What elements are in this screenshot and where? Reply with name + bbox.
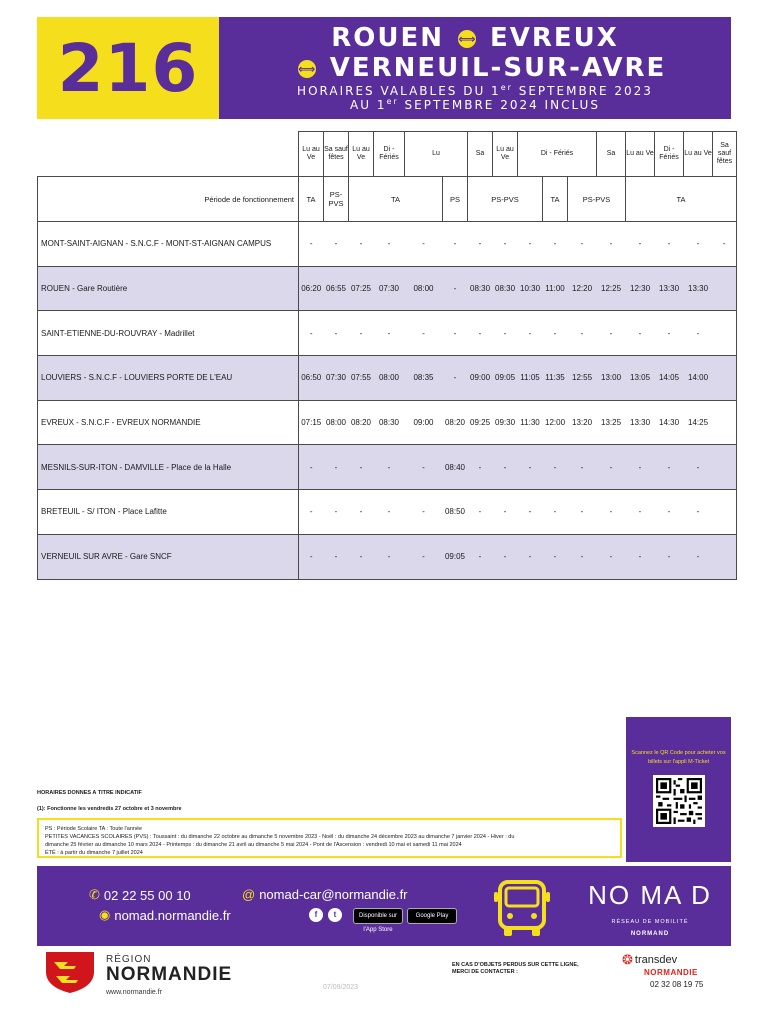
stop-row [38, 490, 737, 535]
legend-line: PETITES VACANCES SCOLAIRES (PVS) : Toussaint : du dimanche 22 octobre au dimanche 5 novembre 2023 - Noël : du dimanche 24 décembre 2023 au dimanche 7 janvier 2024 - Hiver : du [45, 834, 515, 840]
departure-time: - [684, 445, 713, 490]
day-header: Lu au Ve [299, 132, 324, 177]
stop-name: EVREUX - S.N.C.F - EVREUX NORMANDIE [38, 400, 299, 445]
validity-line-2: AU 1er SEPTEMBRE 2024 INCLUS [350, 97, 600, 112]
edition-date: 07/09/2023 [323, 984, 359, 991]
day-header: Lu au Ve [684, 132, 713, 177]
departure-time: 08:00 [405, 266, 443, 311]
via: EVREUX [489, 23, 619, 53]
departure-time: - [493, 490, 518, 535]
departure-time: - [568, 222, 597, 267]
departure-time: - [543, 311, 568, 356]
departure-time: - [493, 445, 518, 490]
stop-name: VERNEUIL SUR AVRE - Gare SNCF [38, 534, 299, 579]
region-name: NORMANDIE [106, 964, 233, 985]
stop-row [38, 222, 737, 267]
departure-time: - [493, 534, 518, 579]
departure-time: 08:30 [374, 400, 405, 445]
qr-code[interactable] [653, 775, 705, 827]
departure-time: 09:30 [493, 400, 518, 445]
departure-time: 14:25 [684, 400, 713, 445]
departure-time: - [543, 445, 568, 490]
contact-footer [37, 866, 731, 946]
departure-time: - [299, 534, 324, 579]
departure-time: 09:25 [468, 400, 493, 445]
timetable [37, 131, 737, 580]
departure-time [713, 445, 737, 490]
departure-time: - [324, 445, 349, 490]
period-row [38, 177, 737, 222]
notes [37, 790, 182, 812]
departure-time: - [324, 534, 349, 579]
departure-time: - [405, 490, 443, 535]
stop-row [38, 311, 737, 356]
departure-time: 11:05 [518, 356, 543, 401]
departure-time: 14:00 [684, 356, 713, 401]
departure-time: - [543, 222, 568, 267]
departure-time: - [568, 490, 597, 535]
departure-time: - [374, 445, 405, 490]
departure-time: - [349, 311, 374, 356]
departure-time: - [299, 490, 324, 535]
period-cell: PS-PVS [568, 177, 626, 222]
departure-time [713, 490, 737, 535]
departure-time: - [518, 222, 543, 267]
departure-time: 07:30 [324, 356, 349, 401]
days-header-row [38, 132, 737, 177]
twitter-icon[interactable]: t [328, 908, 342, 922]
departure-time: 06:55 [324, 266, 349, 311]
stop-row [38, 534, 737, 579]
departure-time: - [655, 222, 684, 267]
app-store-badge[interactable]: Disponible sur l'App Store [353, 908, 403, 924]
transdev-logo-icon: ❂ [622, 952, 633, 967]
region-normandie-logo [44, 950, 232, 996]
departure-time: - [468, 445, 493, 490]
departure-time: - [684, 222, 713, 267]
departure-time: - [405, 534, 443, 579]
departure-time: 08:30 [493, 266, 518, 311]
departure-time: - [299, 222, 324, 267]
departure-time: - [626, 311, 655, 356]
departure-time: 06:20 [299, 266, 324, 311]
period-cell: PS-PVS [324, 177, 349, 222]
departure-time: - [468, 311, 493, 356]
operator-phone[interactable]: 02 32 08 19 75 [650, 980, 704, 989]
stop-row [38, 445, 737, 490]
departure-time [713, 311, 737, 356]
departure-time: - [626, 534, 655, 579]
departure-time: 09:00 [468, 356, 493, 401]
departure-time: - [597, 534, 626, 579]
stop-name: ROUEN - Gare Routière [38, 266, 299, 311]
departure-time: - [299, 311, 324, 356]
departure-time: 11:35 [543, 356, 568, 401]
departure-time: - [405, 445, 443, 490]
departure-time: 06:50 [299, 356, 324, 401]
normandy-shield-icon [44, 950, 96, 994]
day-header: Di - Fériés [374, 132, 405, 177]
departure-time: 13:00 [597, 356, 626, 401]
departure-time: 09:00 [405, 400, 443, 445]
departure-time: 08:20 [443, 400, 468, 445]
departure-time: - [568, 311, 597, 356]
departure-time: - [597, 311, 626, 356]
departure-time: 08:40 [443, 445, 468, 490]
route-line-1 [219, 23, 731, 53]
departure-time: 08:30 [468, 266, 493, 311]
nomad-tagline: RÉSEAU DE MOBILITÉ [611, 919, 689, 925]
departure-time: 13:20 [568, 400, 597, 445]
qr-text: Scannez le QR Code pour acheter vos billets sur l'appli M-Ticket [631, 750, 726, 765]
departure-time: - [626, 490, 655, 535]
nomad-logo [585, 880, 715, 937]
departure-time: 10:30 [518, 266, 543, 311]
departure-time: 08:00 [324, 400, 349, 445]
departure-time: - [655, 490, 684, 535]
departure-time: 12:55 [568, 356, 597, 401]
nomad-wordmark: NO MA D [588, 880, 712, 910]
departure-time: - [493, 311, 518, 356]
departure-time: 14:05 [655, 356, 684, 401]
day-header: Lu [405, 132, 468, 177]
departure-time: - [684, 490, 713, 535]
departure-time: - [374, 490, 405, 535]
departure-time: - [543, 534, 568, 579]
departure-time: - [597, 222, 626, 267]
qr-block [626, 717, 731, 862]
departure-time: - [468, 534, 493, 579]
departure-time: - [349, 534, 374, 579]
departure-time: - [349, 445, 374, 490]
departure-time: 12:25 [597, 266, 626, 311]
departure-time: - [568, 534, 597, 579]
indicative-note: HORAIRES DONNES A TITRE INDICATIF [37, 790, 142, 796]
route-separator-icon: ⟺ [298, 62, 316, 76]
departure-time: 08:00 [374, 356, 405, 401]
departure-time: 09:05 [443, 534, 468, 579]
departure-time: 09:05 [493, 356, 518, 401]
social-links [309, 908, 342, 922]
globe-icon: ◉ [99, 907, 111, 922]
departure-time: 13:25 [597, 400, 626, 445]
day-header: Sa [597, 132, 626, 177]
stop-name: BRETEUIL - S/ ITON - Place Lafitte [38, 490, 299, 535]
line-number: 216 [37, 17, 219, 119]
day-header: Di - Fériés [655, 132, 684, 177]
departure-time: 08:35 [405, 356, 443, 401]
store-badges [353, 908, 457, 933]
qr-code-icon [656, 778, 702, 824]
stop-row [38, 356, 737, 401]
departure-time: - [518, 534, 543, 579]
departure-time: - [713, 222, 737, 267]
blank-header-cell [38, 132, 299, 177]
departure-time: 12:20 [568, 266, 597, 311]
departure-time: 14:30 [655, 400, 684, 445]
departure-time: - [349, 222, 374, 267]
stop-name: SAINT-ETIENNE-DU-ROUVRAY - Madrillet [38, 311, 299, 356]
departure-time: - [684, 534, 713, 579]
operator-block [622, 952, 703, 989]
email-link[interactable]: @ nomad-car@normandie.fr [242, 887, 408, 902]
departure-time: - [468, 222, 493, 267]
legend-box [37, 818, 622, 858]
stop-row [38, 400, 737, 445]
day-header: Lu au Ve [349, 132, 374, 177]
departure-time: 07:15 [299, 400, 324, 445]
departure-time: - [443, 311, 468, 356]
departure-time [713, 356, 737, 401]
period-cell: TA [543, 177, 568, 222]
region-website[interactable]: www.normandie.fr [106, 989, 163, 996]
nomad-tagline-2: NORMAND [630, 931, 670, 937]
departure-time: - [655, 534, 684, 579]
departure-time: - [468, 490, 493, 535]
departure-time: 08:20 [349, 400, 374, 445]
departure-time: - [626, 445, 655, 490]
departure-time: - [405, 222, 443, 267]
operator-region: NORMANDIE [644, 968, 698, 977]
departure-time: 07:30 [374, 266, 405, 311]
departure-time: - [597, 490, 626, 535]
departure-time: - [543, 490, 568, 535]
destination: VERNEUIL-SUR-AVRE [329, 53, 667, 83]
operator-name: transdev [634, 954, 678, 966]
departure-time: - [655, 311, 684, 356]
period-cell: TA [626, 177, 737, 222]
departure-time: - [443, 222, 468, 267]
departure-time: 11:30 [518, 400, 543, 445]
lost-items-note: EN CAS D'OBJETS PERDUS SUR CETTE LIGNE, MERCI DE CONTACTER : [452, 962, 579, 975]
departure-time: 13:30 [684, 266, 713, 311]
validity-line-1: HORAIRES VALABLES DU 1er SEPTEMBRE 2023 [297, 83, 653, 98]
period-cell: TA [299, 177, 324, 222]
departure-time: - [349, 490, 374, 535]
stop-name: LOUVIERS - S.N.C.F - LOUVIERS PORTE DE L'EAU [38, 356, 299, 401]
day-header: Lu au Ve [493, 132, 518, 177]
departure-time: - [405, 311, 443, 356]
departure-time: - [518, 445, 543, 490]
departure-time: - [374, 534, 405, 579]
departure-time: - [655, 445, 684, 490]
departure-time: - [684, 311, 713, 356]
departure-time: - [626, 222, 655, 267]
day-header: Lu au Ve [626, 132, 655, 177]
period-label: Période de fonctionnement [38, 177, 299, 222]
day-header: Sa sauf fêtes [324, 132, 349, 177]
phone-icon: ✆ [89, 887, 100, 902]
route-line-2 [219, 53, 731, 83]
facebook-icon[interactable]: f [309, 908, 323, 922]
bus-icon [492, 876, 552, 938]
legend-line: PS : Période Scolaire TA : Toute l'année [45, 826, 143, 832]
departure-time: - [374, 311, 405, 356]
departure-time: 13:30 [655, 266, 684, 311]
legend-line: dimanche 25 février au dimanche 10 mars 2024 - Printemps : du dimanche 21 avril au dimanche 5 mai 2024 - Pont de l'Ascension : vendredi 10 mai et samedi 11 mai 2024 [45, 842, 462, 848]
stop-name: MONT-SAINT-AIGNAN - S.N.C.F - MONT-ST-AIGNAN CAMPUS [38, 222, 299, 267]
period-cell: PS [443, 177, 468, 222]
departure-time: - [443, 356, 468, 401]
stop-name: MESNILS-SUR-ITON - DAMVILLE - Place de la Halle [38, 445, 299, 490]
departure-time [713, 266, 737, 311]
footnote: (1): Fonctionne les vendredis 27 octobre et 3 novembre [37, 806, 182, 812]
origin: ROUEN [331, 23, 444, 53]
departure-time: 13:05 [626, 356, 655, 401]
departure-time: - [597, 445, 626, 490]
route-banner [219, 17, 731, 119]
website-link[interactable]: ◉ nomad.normandie.fr [99, 907, 231, 923]
departure-time: 13:30 [626, 400, 655, 445]
departure-time [713, 534, 737, 579]
departure-time: - [493, 222, 518, 267]
google-play-badge[interactable]: Google Play [407, 908, 457, 924]
day-header: Sa [468, 132, 493, 177]
departure-time: - [324, 222, 349, 267]
region-label: RÉGION [106, 954, 152, 965]
departure-time: - [299, 445, 324, 490]
period-cell: PS-PVS [468, 177, 543, 222]
departure-time: - [324, 311, 349, 356]
departure-time: - [518, 490, 543, 535]
departure-time: - [568, 445, 597, 490]
departure-time: - [324, 490, 349, 535]
departure-time [713, 400, 737, 445]
departure-time: - [443, 266, 468, 311]
day-header: Di - Fériés [518, 132, 597, 177]
at-icon: @ [242, 887, 256, 902]
departure-time: 07:55 [349, 356, 374, 401]
departure-time: 12:00 [543, 400, 568, 445]
day-header: Sa sauf fêtes [713, 132, 737, 177]
departure-time: 07:25 [349, 266, 374, 311]
phone-link[interactable]: ✆ 02 22 55 00 10 [89, 887, 191, 903]
departure-time: 12:30 [626, 266, 655, 311]
departure-time: 11:00 [543, 266, 568, 311]
departure-time: - [374, 222, 405, 267]
departure-time: - [518, 311, 543, 356]
stop-row [38, 266, 737, 311]
route-separator-icon: ⟺ [458, 32, 476, 46]
period-cell: TA [349, 177, 443, 222]
departure-time: 08:50 [443, 490, 468, 535]
legend-line: ÉTÉ : à partir du dimanche 7 juillet 2024 [45, 850, 143, 856]
